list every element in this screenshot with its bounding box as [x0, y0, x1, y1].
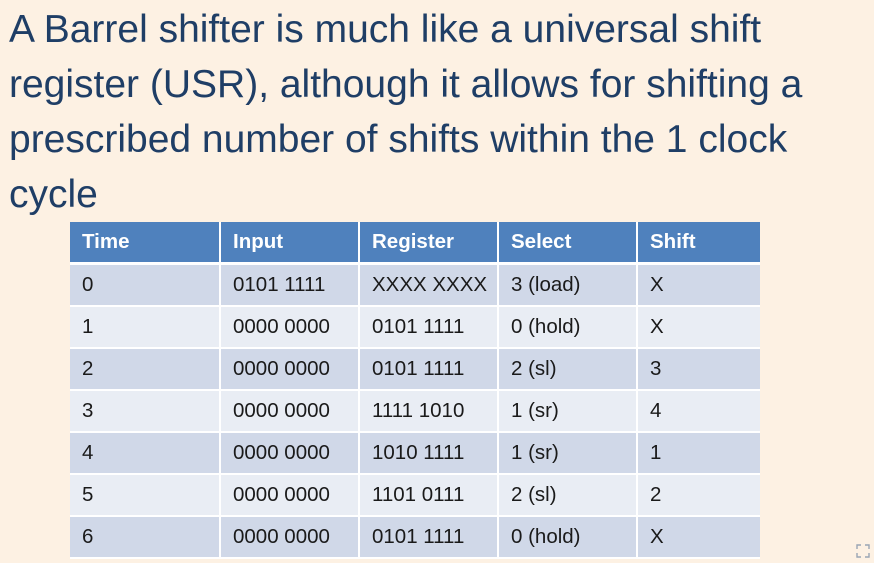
header-shift: Shift [637, 222, 760, 264]
fullscreen-icon[interactable] [856, 544, 870, 558]
cell-time: 2 [70, 348, 220, 390]
cell-register: 0101 1111 [359, 348, 498, 390]
slide-text: A Barrel shifter is much like a universal shift register (USR), although it allows for shifting a prescribed number of shifts within the 1 clock cycle [9, 8, 803, 216]
barrel-shifter-table [70, 222, 760, 559]
table-row [70, 474, 760, 516]
cell-shift: X [637, 306, 760, 348]
table-row [70, 348, 760, 390]
cell-shift: 3 [637, 348, 760, 390]
cell-register: XXXX XXXX [359, 264, 498, 307]
cell-input: 0000 0000 [220, 348, 359, 390]
header-select: Select [498, 222, 637, 264]
cell-shift: 1 [637, 432, 760, 474]
cell-register: 0101 1111 [359, 516, 498, 558]
cell-input: 0000 0000 [220, 432, 359, 474]
cell-select: 2 (sl) [498, 474, 637, 516]
header-input: Input [220, 222, 359, 264]
cell-register: 1101 0111 [359, 474, 498, 516]
cell-input: 0101 1111 [220, 264, 359, 307]
cell-select: 1 (sr) [498, 390, 637, 432]
cell-input: 0000 0000 [220, 390, 359, 432]
cell-time: 6 [70, 516, 220, 558]
cell-shift: X [637, 516, 760, 558]
cell-register: 0101 1111 [359, 306, 498, 348]
cell-select: 0 (hold) [498, 516, 637, 558]
cell-shift: X [637, 264, 760, 307]
cell-select: 0 (hold) [498, 306, 637, 348]
table-header-row [70, 222, 760, 264]
header-register: Register [359, 222, 498, 264]
cell-time: 4 [70, 432, 220, 474]
header-time: Time [70, 222, 220, 264]
table-row [70, 306, 760, 348]
cell-time: 5 [70, 474, 220, 516]
cell-select: 2 (sl) [498, 348, 637, 390]
cell-shift: 2 [637, 474, 760, 516]
cell-input: 0000 0000 [220, 516, 359, 558]
cell-shift: 4 [637, 390, 760, 432]
table-row [70, 264, 760, 307]
cell-time: 0 [70, 264, 220, 307]
cell-input: 0000 0000 [220, 474, 359, 516]
cell-register: 1010 1111 [359, 432, 498, 474]
table-row [70, 516, 760, 558]
cell-register: 1111 1010 [359, 390, 498, 432]
cell-input: 0000 0000 [220, 306, 359, 348]
cell-time: 3 [70, 390, 220, 432]
cell-select: 3 (load) [498, 264, 637, 307]
cell-select: 1 (sr) [498, 432, 637, 474]
cell-time: 1 [70, 306, 220, 348]
table-row [70, 432, 760, 474]
table-row [70, 390, 760, 432]
